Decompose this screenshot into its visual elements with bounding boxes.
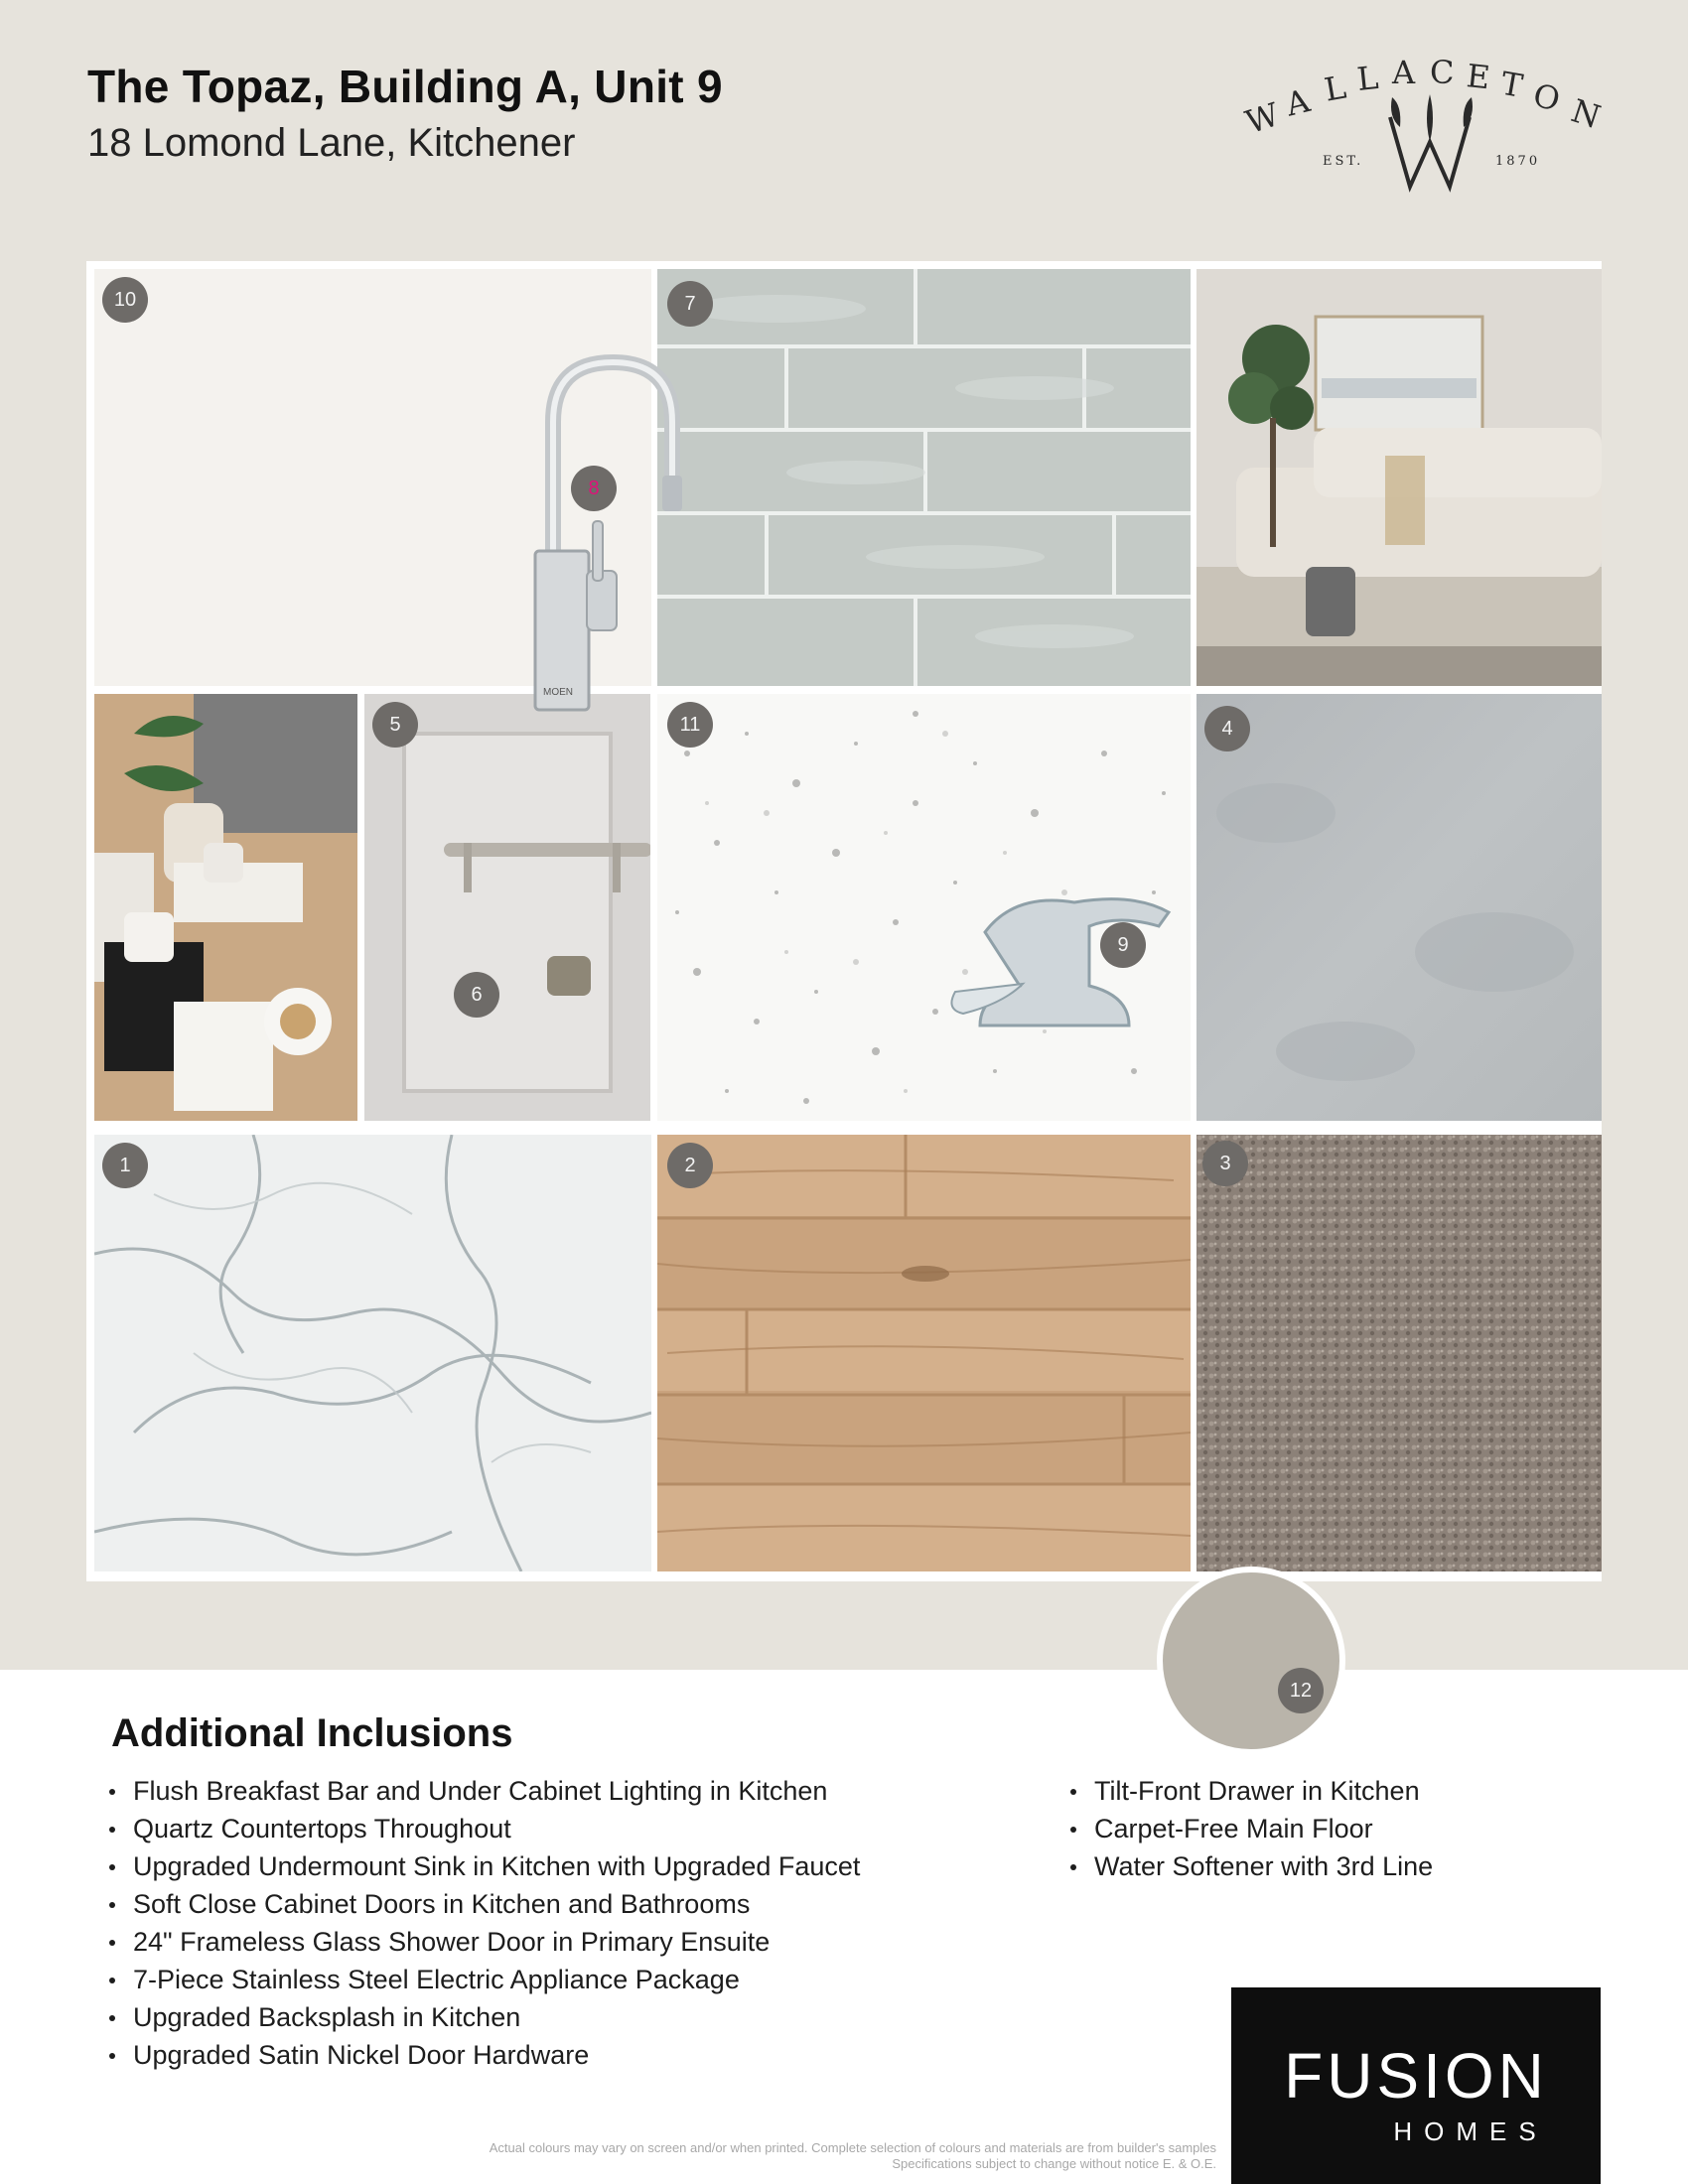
wallaceton-wordmark-t: T bbox=[1497, 64, 1526, 105]
marble-texture bbox=[94, 1135, 651, 1571]
fusion-wordmark: FUSION bbox=[1284, 2040, 1548, 2112]
wallaceton-wordmark-w: W bbox=[1241, 95, 1284, 142]
badge-2: 2 bbox=[667, 1143, 713, 1188]
tile-marble bbox=[94, 1135, 651, 1571]
paint-swatch-circle bbox=[1157, 1567, 1345, 1755]
badge-6: 6 bbox=[454, 972, 499, 1018]
wallaceton-wordmark-c: C bbox=[1430, 54, 1455, 91]
wheat-monogram-icon bbox=[1390, 94, 1473, 187]
badge-11: 11 bbox=[667, 702, 713, 748]
list-item: 7-Piece Stainless Steel Electric Appliance Package bbox=[109, 1961, 860, 1998]
logo-year: 1870 bbox=[1495, 154, 1541, 169]
list-item: Water Softener with 3rd Line bbox=[1070, 1847, 1433, 1885]
list-item: Flush Breakfast Bar and Under Cabinet Lighting in Kitchen bbox=[109, 1772, 860, 1810]
living-room-illustration bbox=[1196, 269, 1602, 686]
tile-carpet bbox=[1196, 1135, 1602, 1571]
kitchen-faucet-icon bbox=[513, 352, 712, 720]
concrete-texture bbox=[1196, 694, 1602, 1121]
wood-plank-texture bbox=[657, 1135, 1191, 1571]
page-title: The Topaz, Building A, Unit 9 bbox=[87, 61, 723, 112]
badge-10: 10 bbox=[102, 277, 148, 323]
badge-5: 5 bbox=[372, 702, 418, 748]
wallaceton-wordmark-l2: L bbox=[1354, 58, 1381, 99]
decor-illustration bbox=[94, 694, 357, 1121]
list-item: Quartz Countertops Throughout bbox=[109, 1810, 860, 1847]
wallaceton-wordmark-a2: A bbox=[1392, 54, 1416, 91]
logo-est-label: EST. bbox=[1323, 154, 1364, 169]
fusion-subwordmark: HOMES bbox=[1393, 2116, 1548, 2146]
tile-laminate-flooring bbox=[657, 1135, 1191, 1571]
badge-9: 9 bbox=[1100, 922, 1146, 968]
inclusions-list-left bbox=[109, 1772, 860, 2074]
disclaimer-line-1: Actual colours may vary on screen and/or when printed. Complete selection of colours and materials are from builder's samples bbox=[489, 2140, 1216, 2155]
badge-12: 12 bbox=[1278, 1668, 1324, 1713]
list-item: Upgraded Undermount Sink in Kitchen with Upgraded Faucet bbox=[109, 1847, 860, 1885]
tile-floor-tile bbox=[1196, 694, 1602, 1121]
list-item: Upgraded Backsplash in Kitchen bbox=[109, 1998, 860, 2036]
faucet-brand-mark: MOEN bbox=[543, 687, 573, 698]
tile-quartz-countertop bbox=[657, 694, 1191, 1121]
cabinet-door-illustration bbox=[364, 694, 650, 1121]
subway-tile-pattern bbox=[657, 269, 1191, 686]
terrazzo-pattern bbox=[657, 694, 1191, 1121]
inclusions-heading: Additional Inclusions bbox=[111, 1711, 513, 1755]
list-item: Carpet-Free Main Floor bbox=[1070, 1810, 1433, 1847]
badge-4: 4 bbox=[1204, 706, 1250, 751]
wallaceton-wordmark-e: E bbox=[1465, 57, 1492, 97]
badge-1: 1 bbox=[102, 1143, 148, 1188]
list-item: Tilt-Front Drawer in Kitchen bbox=[1070, 1772, 1433, 1810]
tile-cabinet-door bbox=[364, 694, 650, 1121]
list-item: Soft Close Cabinet Doors in Kitchen and Bathrooms bbox=[109, 1885, 860, 1923]
wallaceton-logo bbox=[1241, 48, 1618, 197]
list-item: 24" Frameless Glass Shower Door in Primary Ensuite bbox=[109, 1923, 860, 1961]
material-board bbox=[86, 261, 1602, 1702]
carpet-texture bbox=[1196, 1135, 1602, 1571]
tile-decor-photo bbox=[94, 694, 357, 1121]
badge-8: 8 bbox=[571, 466, 617, 511]
tile-living-room-photo bbox=[1196, 269, 1602, 686]
disclaimer-line-2: Specifications subject to change without notice E. & O.E. bbox=[892, 2156, 1216, 2171]
wallaceton-wordmark-n: N bbox=[1567, 91, 1606, 137]
tile-backsplash bbox=[657, 269, 1191, 686]
badge-7: 7 bbox=[667, 281, 713, 327]
wallaceton-wordmark-o: O bbox=[1529, 75, 1565, 119]
badge-3: 3 bbox=[1202, 1141, 1248, 1186]
wallaceton-wordmark-a1: A bbox=[1282, 81, 1314, 124]
page-address: 18 Lomond Lane, Kitchener bbox=[87, 121, 576, 165]
list-item: Upgraded Satin Nickel Door Hardware bbox=[109, 2036, 860, 2074]
disclaimer bbox=[218, 2140, 1216, 2172]
wallaceton-wordmark-l1: L bbox=[1321, 68, 1349, 109]
fusion-homes-logo bbox=[1231, 1987, 1601, 2184]
inclusions-list-right bbox=[1070, 1772, 1433, 1885]
